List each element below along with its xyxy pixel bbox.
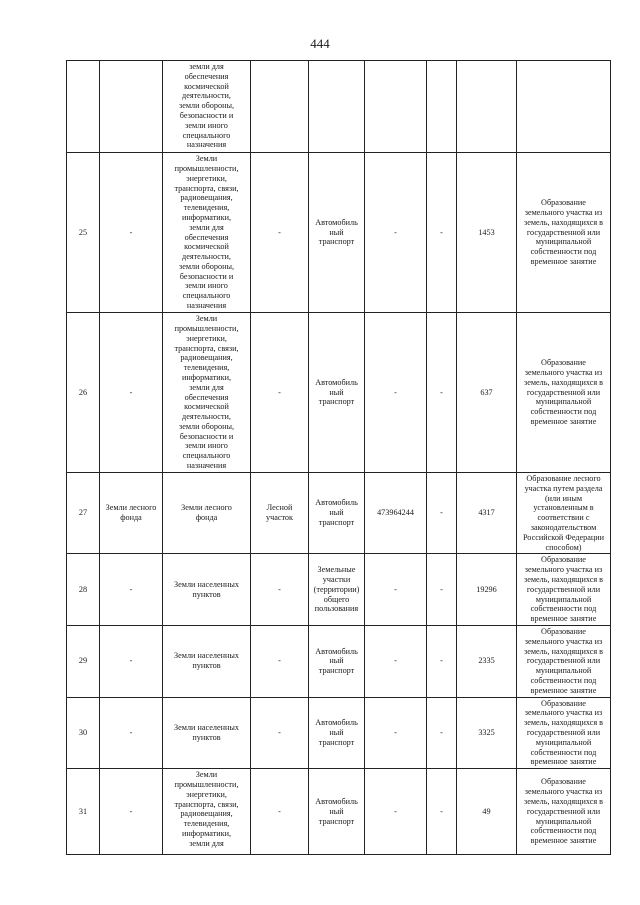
land-type-cell-text: Лесной участок [265,503,294,523]
area-cell-text: 3325 [478,727,495,737]
purpose-cell [309,697,365,769]
land-category-cell-text: - [129,727,133,737]
table-row [67,625,611,697]
permitted-use-cell [163,625,251,697]
table-row [67,61,611,153]
result-cell [517,153,611,313]
row-number-text: 29 [78,656,88,666]
cadastral-number-cell [365,554,427,626]
extra-cell [427,554,457,626]
result-cell [517,769,611,855]
row-number [67,473,100,554]
area-cell-text: 49 [482,806,491,816]
extra-cell [427,697,457,769]
area-cell [457,697,517,769]
result-cell [517,61,611,153]
land-category-cell [100,769,163,855]
table-row [67,769,611,855]
result-cell [517,313,611,473]
table-row [67,697,611,769]
row-number [67,625,100,697]
land-category-cell-text: - [129,584,133,594]
result-cell-text: Образование земельного участка из земель, находящихся в государственной или муниципальной собственности под временное занятие [523,777,604,846]
cadastral-number-cell [365,625,427,697]
cadastral-number-cell-text: - [394,806,397,816]
purpose-cell-text: Автомобиль ный транспорт [315,646,358,676]
land-category-cell [100,61,163,153]
row-number-text: 25 [78,227,88,237]
permitted-use-cell [163,153,251,313]
purpose-cell [309,61,365,153]
result-cell [517,554,611,626]
purpose-cell [309,473,365,554]
permitted-use-cell-text: Земли промышленности, энергетики, транспорта, связи, радиовещания, телевидения, информатики, земли для обеспечения космической деятельности, земли обороны, безопасности и земли иного специального назначения [174,154,239,311]
table-row [67,473,611,554]
land-type-cell-text: - [278,656,281,666]
area-cell [457,313,517,473]
purpose-cell-text: Автомобиль ный транспорт [315,377,358,407]
result-cell-text: Образование земельного участка из земель, находящихся в государственной или муниципальной собственности под временное занятие [523,358,604,426]
result-cell [517,697,611,769]
cadastral-number-cell [365,769,427,855]
extra-cell [427,769,457,855]
extra-cell-text: - [440,656,443,666]
land-type-cell [251,473,309,554]
land-type-cell [251,153,309,313]
land-category-cell [100,554,163,626]
permitted-use-cell [163,61,251,153]
land-category-cell [100,625,163,697]
permitted-use-cell-text: земли для обеспечения космической деятельности, земли обороны, безопасности и земли иного специального назначения [178,62,235,150]
permitted-use-cell-text: Земли промышленности, энергетики, транспорта, связи, радиовещания, телевидения, информатики, земли для обеспечения космической деятельности, земли обороны, безопасности и земли иного специального назначения [174,314,239,471]
purpose-cell-text: Автомобиль ный транспорт [315,498,358,528]
row-number-text: 28 [78,584,88,594]
land-category-cell-text: Земли лесного фонда [105,503,157,523]
extra-cell-text: - [440,584,443,594]
permitted-use-cell [163,473,251,554]
permitted-use-cell-text: Земли населенных пунктов [174,651,239,671]
cadastral-number-cell-text: - [394,227,397,237]
cadastral-number-cell-text: - [394,727,397,737]
extra-cell [427,313,457,473]
permitted-use-cell [163,554,251,626]
land-type-cell [251,554,309,626]
area-cell [457,473,517,554]
table-row [67,554,611,626]
land-type-cell-text: - [278,584,281,594]
land-plots-table [66,60,611,855]
area-cell-text: 2335 [478,656,495,666]
extra-cell-text: - [440,806,443,816]
extra-cell-text: - [440,387,443,397]
land-type-cell-text: - [278,227,281,237]
row-number-text: 31 [78,806,88,816]
purpose-cell [309,625,365,697]
area-cell [457,625,517,697]
cadastral-number-cell [365,61,427,153]
permitted-use-cell-text: Земли населенных пунктов [174,723,239,742]
permitted-use-cell-text: Земли промышленности, энергетики, транспорта, связи, радиовещания, телевидения, информатики, земли для [174,770,239,848]
purpose-cell-text: Автомобиль ный транспорт [315,796,358,826]
result-cell-text: Образование лесного участка путем раздела (или иным установленным в соответствии с законодательством Российской Федерации способом) [522,474,605,552]
row-number [67,313,100,473]
purpose-cell [309,769,365,855]
land-type-cell-text: - [278,387,281,397]
area-cell [457,769,517,855]
row-number [67,554,100,626]
extra-cell [427,473,457,554]
extra-cell [427,625,457,697]
row-number [67,153,100,313]
permitted-use-cell [163,313,251,473]
land-category-cell [100,697,163,769]
purpose-cell [309,554,365,626]
permitted-use-cell [163,769,251,855]
extra-cell-text: - [440,508,443,518]
land-type-cell-text: - [278,806,281,816]
purpose-cell-text: Земельные участки (территории) общего пользования [313,565,360,614]
land-type-cell [251,625,309,697]
cadastral-number-cell [365,313,427,473]
land-category-cell [100,313,163,473]
purpose-cell-text: Автомобиль ный транспорт [315,217,358,247]
cadastral-number-cell-text: - [394,387,397,397]
purpose-cell-text: Автомобиль ный транспорт [315,718,358,747]
row-number-text: 30 [78,727,88,737]
land-type-cell [251,697,309,769]
result-cell-text: Образование земельного участка из земель, находящихся в государственной или муниципальной собственности под временное занятие [523,198,604,266]
row-number [67,61,100,153]
result-cell-text: Образование земельного участка из земель, находящихся в государственной или муниципальной собственности под временное занятие [523,555,604,624]
area-cell-text: 4317 [478,508,495,518]
land-type-cell [251,769,309,855]
cadastral-number-cell [365,697,427,769]
area-cell [457,153,517,313]
result-cell [517,473,611,554]
area-cell [457,554,517,626]
row-number-text: 27 [78,508,88,518]
extra-cell-text: - [440,727,443,737]
permitted-use-cell-text: Земли лесного фонда [181,503,232,523]
land-category-cell-text: - [129,227,133,237]
cadastral-number-cell-text: 473964244 [377,508,414,518]
table-row [67,153,611,313]
result-cell-text: Образование земельного участка из земель, находящихся в государственной или муниципальной собственности под временное занятие [523,698,604,767]
row-number-text: 26 [78,387,88,397]
land-type-cell [251,61,309,153]
extra-cell-text: - [440,227,443,237]
cadastral-number-cell-text: - [394,584,397,594]
cadastral-number-cell [365,153,427,313]
permitted-use-cell [163,697,251,769]
land-type-cell-text: - [278,727,281,737]
row-number [67,769,100,855]
result-cell [517,625,611,697]
land-category-cell [100,153,163,313]
area-cell [457,61,517,153]
purpose-cell [309,313,365,473]
land-category-cell-text: - [129,656,133,666]
land-type-cell [251,313,309,473]
purpose-cell [309,153,365,313]
area-cell-text: 637 [480,387,493,397]
land-category-cell [100,473,163,554]
land-category-cell-text: - [129,387,133,397]
permitted-use-cell-text: Земли населенных пунктов [174,579,239,599]
page-number: 444 [310,36,330,51]
extra-cell [427,153,457,313]
cadastral-number-cell [365,473,427,554]
land-category-cell-text: - [129,806,133,816]
row-number [67,697,100,769]
table-row [67,313,611,473]
cadastral-number-cell-text: - [394,656,397,666]
area-cell-text: 19296 [476,584,497,594]
area-cell-text: 1453 [478,227,495,237]
extra-cell [427,61,457,153]
result-cell-text: Образование земельного участка из земель, находящихся в государственной или муниципальной собственности под временное занятие [523,626,604,695]
